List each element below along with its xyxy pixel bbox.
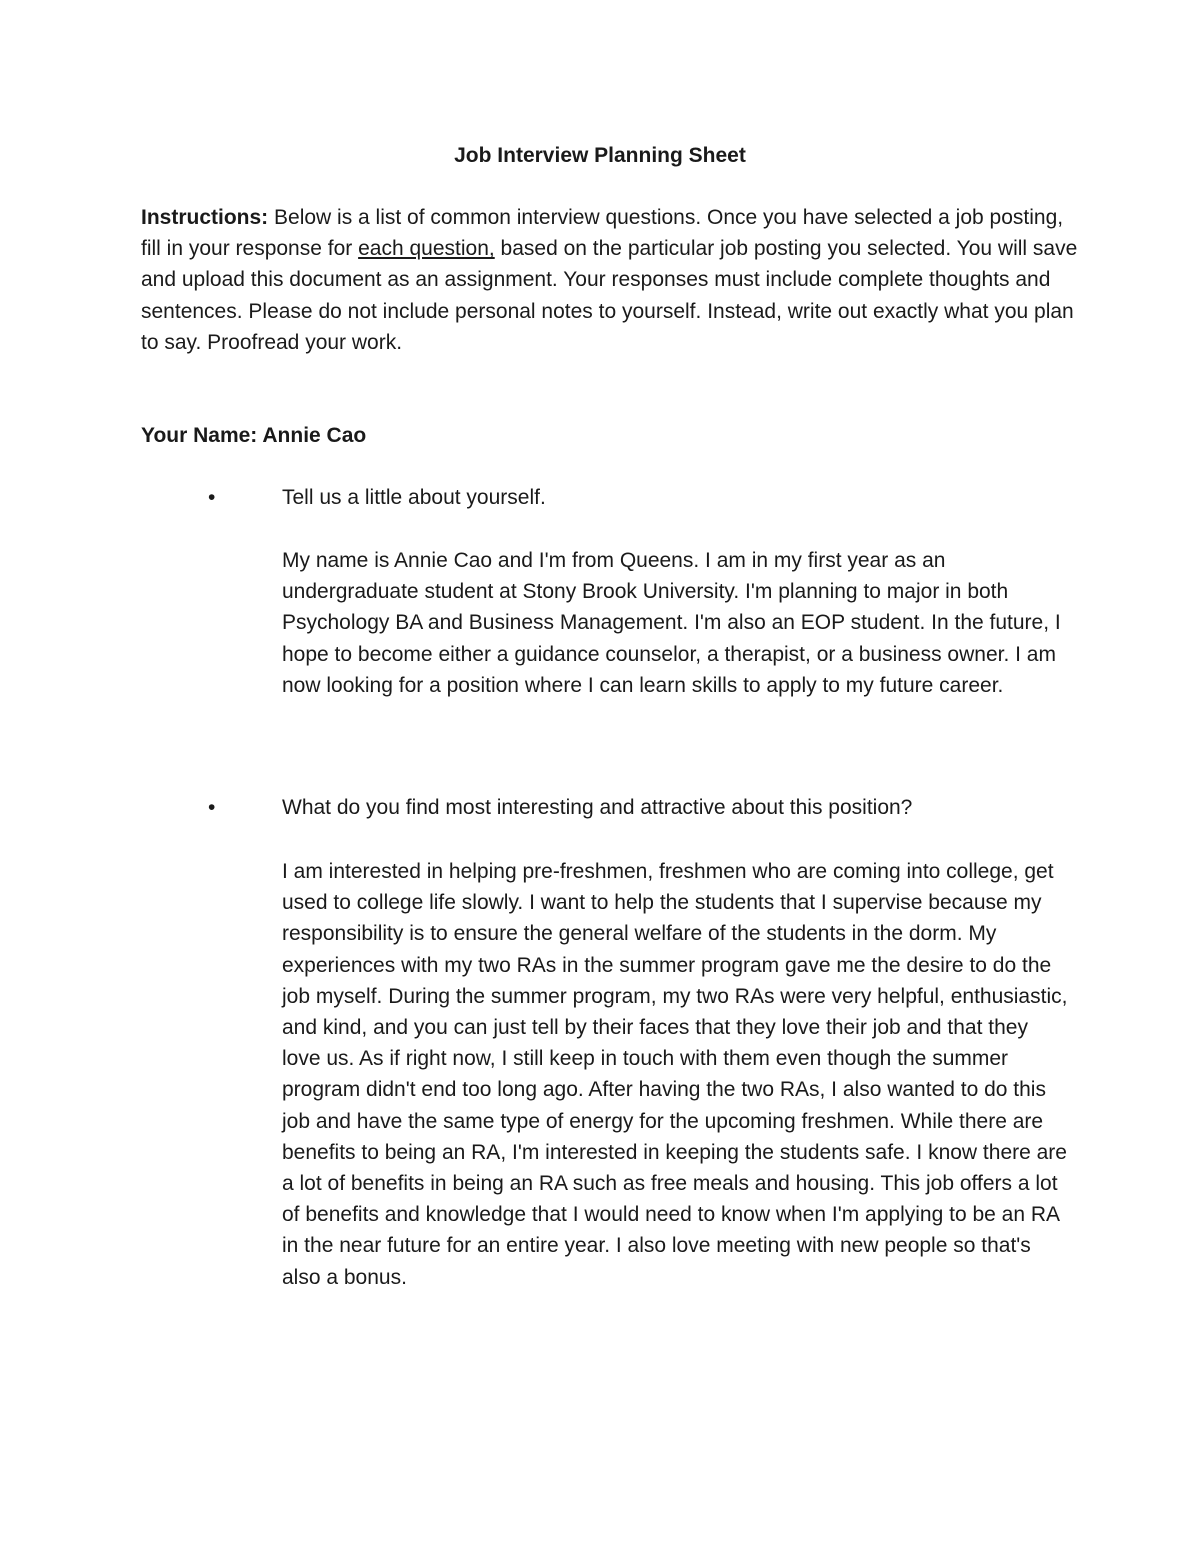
instructions-label: Instructions: (141, 206, 269, 229)
bullet-marker: • (208, 796, 216, 819)
answer-text: My name is Annie Cao and I'm from Queens. I am in my first year as an undergraduate student at Stony Brook University. I'm planning to major in both Psychology BA and Business Management. I'm also an EOP student. In the future, I hope to become either a guidance counselor, a therapist, or a business owner. I am now looking for a position where I can learn skills to apply to my future career. (282, 549, 1061, 697)
instructions-paragraph (141, 202, 1081, 358)
your-name-line (141, 421, 366, 451)
bullet-marker: • (208, 486, 216, 509)
question-text: What do you find most interesting and attractive about this position? (282, 796, 913, 819)
instructions-underlined: each question, (358, 237, 495, 261)
question-text: Tell us a little about yourself. (282, 486, 546, 509)
document-title: Job Interview Planning Sheet (454, 144, 746, 167)
instructions-text-after: based on the particular job posting you selected. You will save and upload this document as an assignment. Your responses must include complete thoughts and sentences. Please do not include personal notes to yourself. Instead, write out exactly what you plan to say. Proofread your work. (141, 237, 1078, 354)
instructions-text-before: Below is a list of common interview questions. Once you have selected a job posting, fill in your response for (141, 206, 1064, 261)
your-name-value: Annie Cao (262, 424, 367, 447)
answer-text: I am interested in helping pre-freshmen, freshmen who are coming into college, get used to college life slowly. I want to help the students that I supervise because my responsibility is to ensure the general welfare of the students in the dorm. My experiences with my two RAs in the summer program gave me the desire to do the job myself. During the summer program, my two RAs were very helpful, enthusiastic, and kind, and you can just tell by their faces that they love their job and that they love us. As if right now, I still keep in touch with them even though the summer program didn't end too long ago. After having the two RAs, I also wanted to do this job and have the same type of energy for the upcoming freshmen. While there are benefits to being an RA, I'm interested in keeping the students safe. I know there are a lot of benefits in being an RA such as free meals and housing. This job offers a lot of benefits and knowledge that I would need to know when I'm applying to be an RA in the near future for an entire year. I also love meeting with new people so that's also a bonus. (282, 860, 1068, 1289)
your-name-label: Your Name: (141, 424, 258, 447)
